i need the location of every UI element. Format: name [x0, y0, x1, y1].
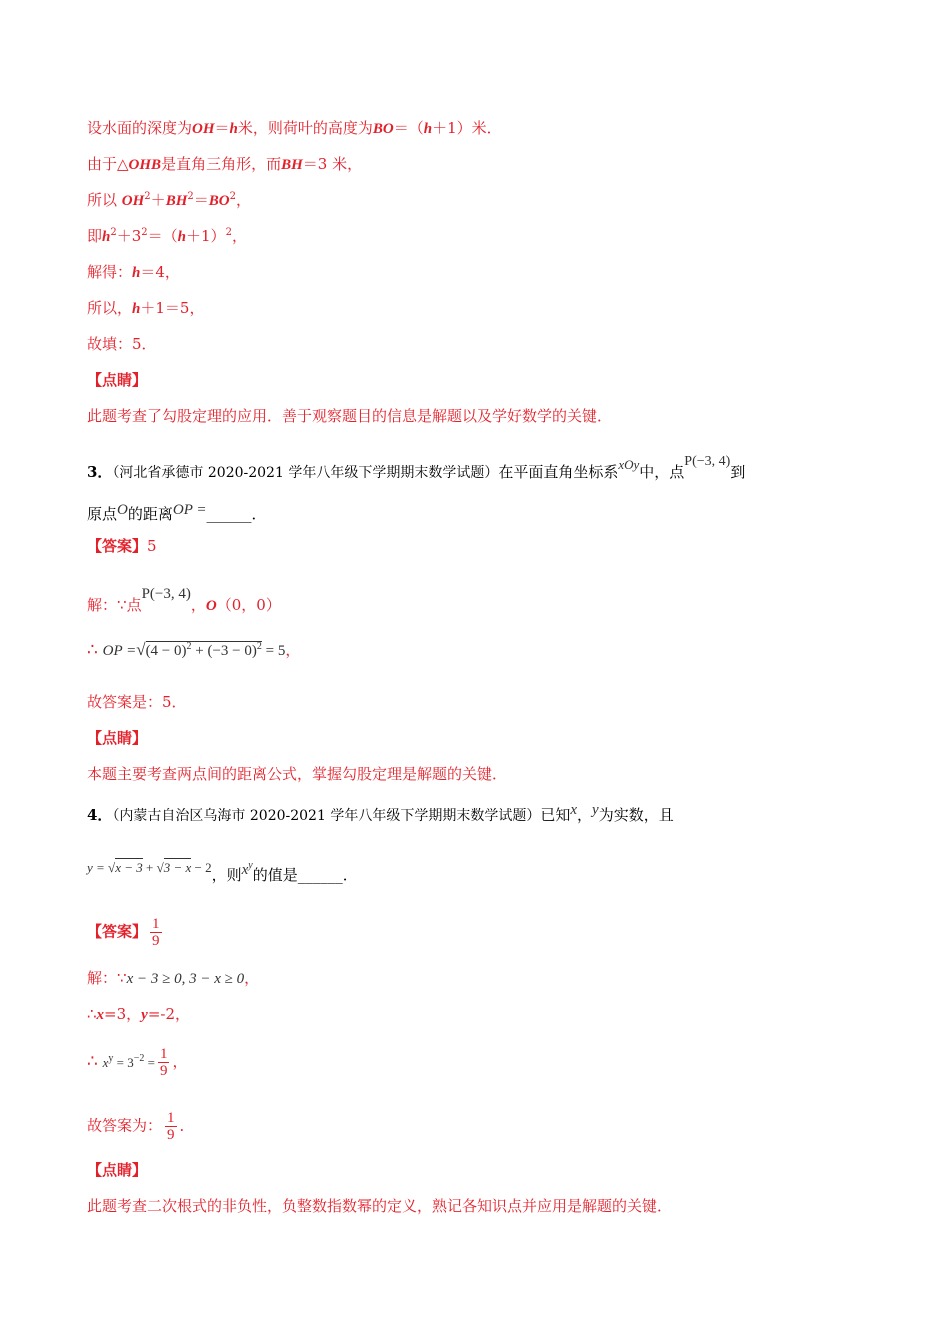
- answer-3-formula: ∴ OP $=√(4 - 0)^2 + (-3 - 0)^2 = 5$，: [87, 640, 301, 660]
- question-4-equation: y = √x − 3 + √3 − x − 2，则$x^y$的值是______．: [87, 860, 358, 884]
- answer-4-final: 故答案为： $\frac{1}{9}$ ．: [87, 1110, 195, 1143]
- final-fraction: $\frac{1}{9}$: [167, 1110, 175, 1143]
- answer-3-final: 故答案是：5．: [87, 693, 187, 711]
- solution-line-triangle: 由于△OHB是直角三角形，而BH＝3 米，: [87, 155, 363, 173]
- solution-line-equation: 即$h^2+3^2=(h+1)^2$，: [87, 227, 247, 245]
- solution-line-result: 所以，h＋1＝5，: [87, 299, 205, 317]
- answer-4-solution-2: ∴x=3，y=-2，: [87, 1005, 191, 1023]
- answer-4-solution-3: ∴ $x^y = 3^{-2}$ = $\frac{1}{9}$ ，: [87, 1046, 188, 1079]
- question-3-stem: 3．（河北省承德市 2020-2021 学年八年级下学期期末数学试题）在平面直角坐标系xOy中，点P(−3, 4)到: [87, 454, 746, 481]
- comment-text-4: 此题考查二次根式的非负性，负整数指数幂的定义，熟记各知识点并应用是解题的关键．: [87, 1197, 673, 1215]
- comment-text: 此题考查了勾股定理的应用．善于观察题目的信息是解题以及学好数学的关键．: [87, 407, 613, 425]
- solution-line-pythagoras: 所以 $OH^2+BH^2=BO^2$，: [87, 191, 251, 209]
- answer-4-solution-1: 解：∵x − 3 ≥ 0, 3 − x ≥ 0，: [87, 969, 260, 987]
- comment-tag-3: 【点睛】: [87, 729, 148, 747]
- comment-tag-4: 【点睛】: [87, 1161, 148, 1179]
- answer-4: 【答案】 $\frac{1}{9}$: [87, 916, 160, 949]
- question-3-stem-cont: 原点O的距离OP =______．: [87, 502, 267, 523]
- solution-line-fill: 故填：5．: [87, 335, 157, 353]
- solution-line-depth: 设水面的深度为OH＝h米，则荷叶的高度为BO＝（h＋1）米．: [87, 119, 502, 137]
- answer-3: 【答案】5: [87, 537, 157, 555]
- solution-line-solve: 解得：h＝4，: [87, 263, 180, 281]
- comment-tag: 【点睛】: [87, 371, 148, 389]
- solution-fraction: $\frac{1}{9}$: [159, 1046, 168, 1079]
- comment-text-3: 本题主要考查两点间的距离公式，掌握勾股定理是解题的关键．: [87, 765, 508, 783]
- question-4-stem: 4．（内蒙古自治区乌海市 2020-2021 学年八年级下学期期末数学试题）已知x，y为实数，且: [87, 802, 674, 824]
- sqrt-expression: $(4 - 0)^2 + (-3 - 0)^2$: [145, 641, 262, 659]
- answer-fraction: $\frac{1}{9}$: [152, 916, 160, 949]
- answer-3-solution-1: 解：∵点P(−3, 4)，O（0，0）: [87, 586, 281, 614]
